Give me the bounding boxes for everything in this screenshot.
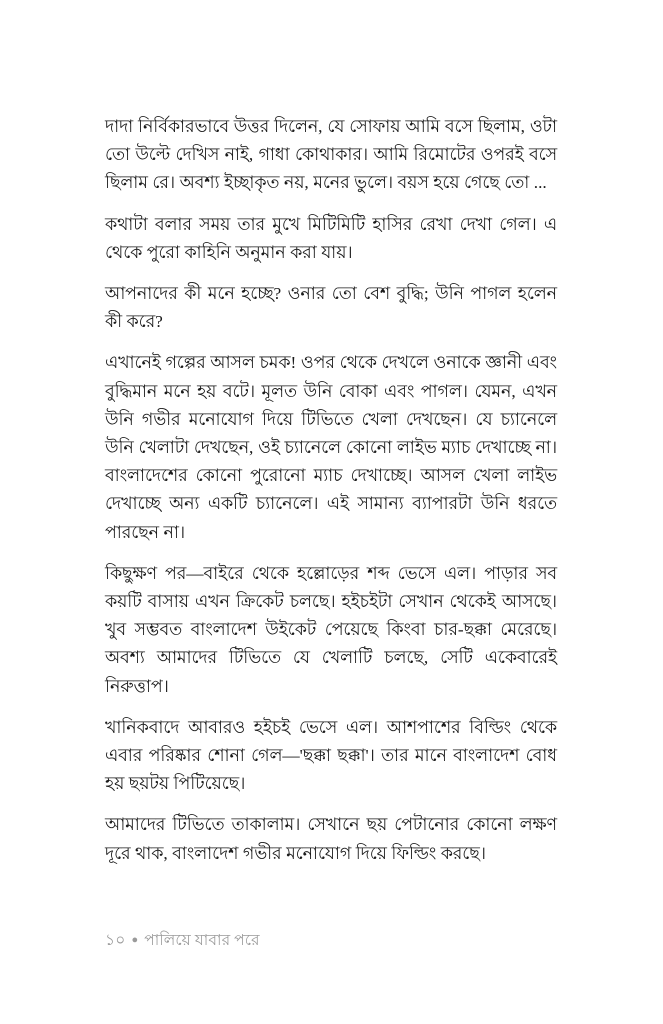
paragraph: আপনাদের কী মনে হচ্ছে? ওনার তো বেশ বুদ্ধি; উনি পাগল হলেন কী করে?	[105, 284, 557, 332]
paragraph: কথাটা বলার সময় তার মুখে মিটিমিটি হাসির রেখা দেখা গেল। এ থেকে পুরো কাহিনি অনুমান করা যায়।	[105, 214, 557, 262]
paragraph: কিছুক্ষণ পর—বাইরে থেকে হল্লোড়ের শব্দ ভেসে এল। পাড়ার সব কয়টি বাসায় এখন ক্রিকেট চলছে। হইচইটা সেখান থেকেই আসছে। খুব সম্ভবত বাংলাদেশ উইকেট পেয়েছে কিংবা চার-ছক্কা মেরেছে। অবশ্য আমাদের টিভিতে যে খেলাটি চলছে, সেটি একেবারেই নিরুত্তাপ।	[105, 563, 557, 696]
page-text-block	[105, 113, 557, 868]
bullet-separator-icon: ●	[131, 934, 139, 946]
page-number: ১০	[105, 932, 126, 949]
page-footer	[105, 931, 260, 951]
book-title: পালিয়ে যাবার পরে	[144, 932, 260, 949]
paragraph: এখানেই গল্পের আসল চমক! ওপর থেকে দেখলে ওনাকে জ্ঞানী এবং বুদ্ধিমান মনে হয় বটে। মূলত উনি বোকা এবং পাগল। যেমন, এখন উনি গভীর মনোযোগ দিয়ে টিভিতে খেলা দেখছেন। যে চ্যানেলে উনি খেলাটা দেখছেন, ওই চ্যানেলে কোনো লাইভ ম্যাচ দেখাচ্ছে না। বাংলাদেশের কোনো পুরোনো ম্যাচ দেখাচ্ছে। আসল খেলা লাইভ দেখাচ্ছে অন্য একটি চ্যানেলে। এই সামান্য ব্যাপারটা উনি ধরতে পারছেন না।	[105, 353, 557, 542]
paragraph: খানিকবাদে আবারও হইচই ভেসে এল। আশপাশের বিল্ডিং থেকে এবার পরিষ্কার শোনা গেল—'ছক্কা ছক্কা'। তার মানে বাংলাদেশ বোধ হয় ছয়টয় পিটিয়েছে।	[105, 717, 557, 794]
paragraph: দাদা নির্বিকারভাবে উত্তর দিলেন, যে সোফায় আমি বসে ছিলাম, ওটা তো উল্টে দেখিস নাই, গাধা কোথাকার। আমি রিমোটের ওপরই বসে ছিলাম রে। অবশ্য ইচ্ছাকৃত নয়, মনের ভুলে। বয়স হয়ে গেছে তো ...	[105, 117, 557, 193]
paragraph: আমাদের টিভিতে তাকালাম। সেখানে ছয় পেটানোর কোনো লক্ষণ দূরে থাক, বাংলাদেশ গভীর মনোযোগ দিয়ে ফিল্ডিং করছে।	[105, 815, 557, 863]
